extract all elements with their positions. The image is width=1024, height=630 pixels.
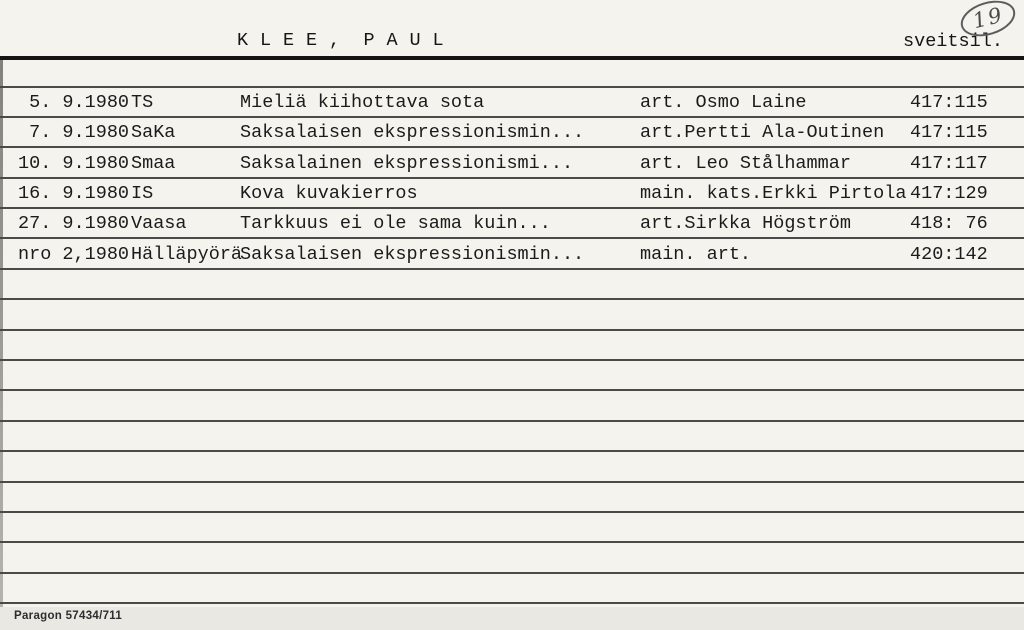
entry-row: [0, 179, 1024, 209]
handwritten-number: 19: [969, 2, 1006, 33]
entry-title: Tarkkuus ei ole sama kuin...: [240, 213, 551, 235]
entry-date: 16. 9.1980: [18, 183, 130, 205]
language-note: sveitsil.: [903, 31, 1003, 52]
entry-title: Mieliä kiihottava sota: [240, 91, 485, 113]
entry-source: TS: [131, 91, 154, 113]
empty-ruled-row: [0, 361, 1024, 391]
entry-ref: 417:117: [910, 152, 988, 174]
entry-date: 27. 9.1980: [18, 213, 130, 235]
empty-ruled-row: [0, 543, 1024, 573]
entry-date: 5. 9.1980: [18, 91, 130, 113]
entry-author: art. Leo Stålhammar: [640, 152, 851, 174]
empty-ruled-row: [0, 331, 1024, 361]
entry-source: IS: [131, 183, 154, 205]
entry-ref: 417:115: [910, 91, 988, 113]
empty-ruled-row: [0, 483, 1024, 513]
empty-ruled-row: [0, 422, 1024, 452]
entry-row: [0, 88, 1024, 118]
card-bottom-strip: [0, 607, 1024, 630]
empty-ruled-row: [0, 300, 1024, 330]
entry-source: Smaa: [131, 152, 176, 174]
empty-ruled-row: [0, 270, 1024, 300]
entry-author: art.Sirkka Högström: [640, 213, 851, 235]
card-stock-imprint: Paragon 57434/711: [14, 609, 123, 622]
empty-ruled-row: [0, 574, 1024, 604]
entry-source: Hälläpyörä: [131, 243, 243, 265]
ruled-rows: [0, 86, 1024, 605]
entry-ref: 420:142: [910, 243, 988, 265]
entry-source: SaKa: [131, 122, 176, 144]
entry-row: [0, 148, 1024, 178]
empty-ruled-row: [0, 391, 1024, 421]
entry-date: nro 2,1980: [18, 243, 130, 265]
entry-title: Saksalaisen ekspressionismin...: [240, 122, 585, 144]
empty-ruled-row: [0, 513, 1024, 543]
entry-author: main. art.: [640, 243, 752, 265]
entry-ref: 417:115: [910, 122, 988, 144]
entry-ref: 418: 76: [910, 213, 988, 235]
entry-title: Saksalaisen ekspressionismin...: [240, 243, 585, 265]
card-heading: K L E E , P A U L: [237, 30, 445, 51]
empty-ruled-row: [0, 452, 1024, 482]
entry-author: art.Pertti Ala-Outinen: [640, 122, 885, 144]
entry-date: 7. 9.1980: [18, 122, 130, 144]
entry-author: main. kats.Erkki Pirtola: [640, 183, 907, 205]
entry-ref: 417:129: [910, 183, 988, 205]
entry-title: Saksalainen ekspressionismi...: [240, 152, 574, 174]
entry-row: [0, 118, 1024, 148]
entry-source: Vaasa: [131, 213, 187, 235]
header-rule: [0, 56, 1024, 60]
entry-row: [0, 239, 1024, 269]
entry-row: [0, 209, 1024, 239]
entry-date: 10. 9.1980: [18, 152, 130, 174]
entry-title: Kova kuvakierros: [240, 183, 418, 205]
entry-author: art. Osmo Laine: [640, 91, 807, 113]
